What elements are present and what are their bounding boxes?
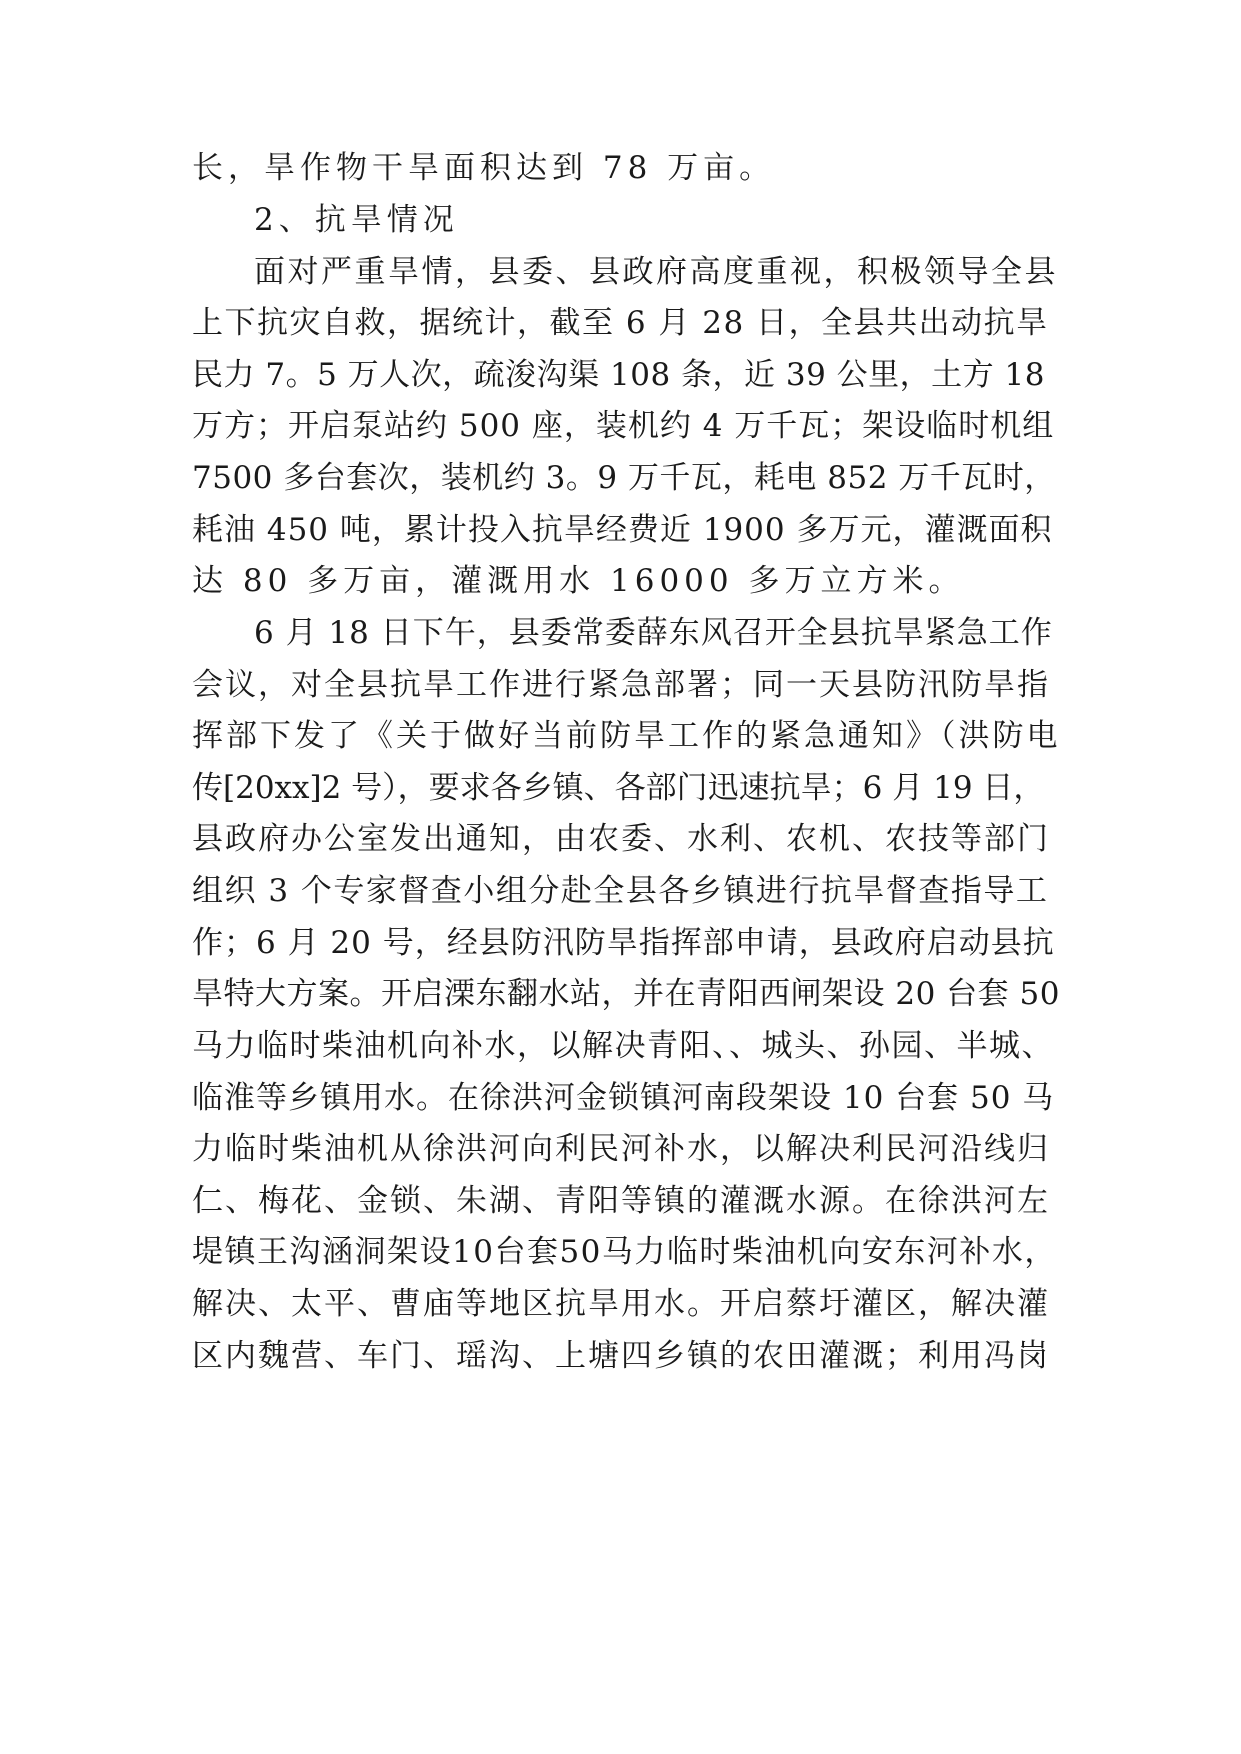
text-line: 会议，对全县抗旱工作进行紧急部署；同一天县防汛防旱指 [192,667,1050,703]
text-line: 作；6 月 20 号，经县防汛防旱指挥部申请，县政府启动县抗 [192,925,1055,961]
text-line: 传[20xx]2 号），要求各乡镇、各部门迅速抗旱；6 月 19 日， [192,770,1045,806]
section-heading: 2、抗旱情况 [254,202,459,238]
text-line: 仁、梅花、金锁、朱湖、青阳等镇的灌溉水源。在徐洪河左 [192,1183,1050,1219]
text-line: 万方；开启泵站约 500 座，装机约 4 万千瓦；架设临时机组 [192,408,1055,444]
text-line: 长，旱作物干旱面积达到 78 万亩。 [192,150,776,186]
text-line: 县政府办公室发出通知，由农委、水利、农机、农技等部门 [192,821,1050,857]
text-line: 马力临时柴油机向补水，以解决青阳、、城头、孙园、半城、 [192,1028,1054,1064]
text-line: 民力 7。5 万人次，疏浚沟渠 108 条，近 39 公里，土方 18 [192,357,1045,393]
text-line: 6 月 18 日下午，县委常委薛东风召开全县抗旱紧急工作 [254,615,1053,651]
text-line: 挥部下发了《关于做好当前防旱工作的紧急通知》（洪防电 [192,718,1061,754]
text-line: 力临时柴油机从徐洪河向利民河补水，以解决利民河沿线归 [192,1131,1050,1167]
text-line: 堤镇王沟涵洞架设10台套50马力临时柴油机向安东河补水， [192,1234,1057,1270]
text-line: 7500 多台套次，装机约 3。9 万千瓦，耗电 852 万千瓦时， [192,460,1056,496]
text-line: 区内魏营、车门、瑶沟、上塘四乡镇的农田灌溉；利用冯岗 [192,1338,1050,1374]
text-line: 达 80 多万亩，灌溉用水 16000 多万立方米。 [192,563,965,599]
text-line: 面对严重旱情，县委、县政府高度重视，积极领导全县 [254,254,1058,290]
text-line: 上下抗灾自救，据统计，截至 6 月 28 日，全县共出动抗旱 [192,305,1049,341]
text-line: 解决、太平、曹庙等地区抗旱用水。开启蔡圩灌区，解决灌 [192,1286,1050,1322]
text-line: 耗油 450 吨，累计投入抗旱经费近 1900 多万元，灌溉面积 [192,512,1053,548]
text-line: 临淮等乡镇用水。在徐洪河金锁镇河南段架设 10 台套 50 马 [192,1080,1055,1116]
text-line: 旱特大方案。开启溧东翻水站，并在青阳西闸架设 20 台套 50 [192,976,1060,1012]
text-line: 组织 3 个专家督查小组分赴全县各乡镇进行抗旱督查指导工 [192,873,1049,909]
